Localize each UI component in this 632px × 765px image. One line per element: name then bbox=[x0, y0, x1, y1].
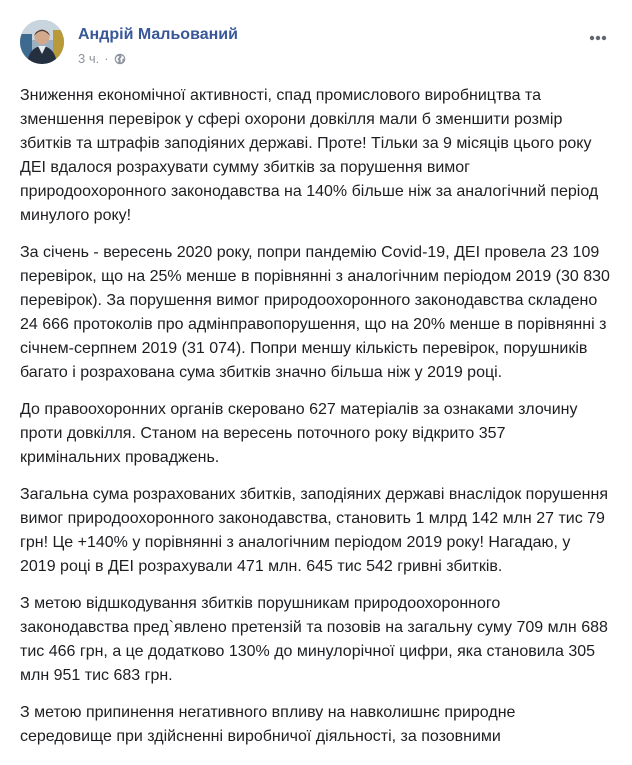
post-paragraph: До правоохоронних органів скеровано 627 матеріалів за ознаками злочину проти довкілля. Станом на вересень поточного року відкрито 357 кримінальних проваджень. bbox=[20, 401, 578, 466]
post-paragraph: Загальна сума розрахованих збитків, заподіяних державі внаслідок порушення вимог природоохоронного законодавства, становить 1 млрд 142 млн 27 тис 79 грн! Це +140% у порівнянні з аналогічним періодом 2019 року! Нагадаю, у 2019 році в ДЕІ розрахували 471 млн. 645 тис 542 гривні збитків. bbox=[20, 486, 609, 575]
meta-separator: · bbox=[104, 51, 109, 66]
more-horizontal-icon[interactable] bbox=[584, 28, 612, 48]
post-timestamp[interactable]: 3 ч. bbox=[78, 51, 100, 66]
post-paragraph: З метою припинення негативного впливу на навколишнє природне середовище при здійсненні виробничої діяльності, за позовними bbox=[20, 704, 516, 745]
post-paragraph: З метою відшкодування збитків порушникам природоохоронного законодавства пред`явлено претензій та позовів на загальну суму 709 млн 688 тис 466 грн, а це додатково 130% до минулорічної цифри, яка становила 305 млн 951 тис 683 грн. bbox=[20, 595, 608, 684]
avatar-photo bbox=[20, 20, 64, 64]
post-meta bbox=[78, 51, 126, 66]
author-avatar[interactable] bbox=[20, 20, 64, 64]
post-header bbox=[20, 18, 612, 70]
author-name[interactable]: Андрій Мальований bbox=[78, 26, 238, 43]
post-body bbox=[20, 84, 610, 762]
post-paragraph: За січень - вересень 2020 року, попри пандемію Covid-19, ДЕІ провела 23 109 перевірок, що на 25% менше в порівнянні з аналогічним періодом 2019 (30 830 перевірок). За порушення вимог природоохоронного законодавства складено 24 666 протоколів про адмінправопорушення, що на 20% менше в порівнянні з січнем-серпнем 2019 (31 074). Попри меншу кількість перевірок, порушників багато і розрахована сума збитків значно більша ніж у 2019 році. bbox=[20, 244, 610, 381]
post-paragraph: Зниження економічної активності, спад промислового виробництва та зменшення перевірок у сфері охорони довкілля мали б зменшити розмір збитків та штрафів заподіяних державі. Проте! Тільки за 9 місяців цього року ДЕІ вдалося розрахувати сумму збитків за порушення вимог природоохоронного законодавства на 140% більше ніж за аналогічний період минулого року! bbox=[20, 87, 599, 224]
globe-icon[interactable] bbox=[114, 53, 126, 65]
